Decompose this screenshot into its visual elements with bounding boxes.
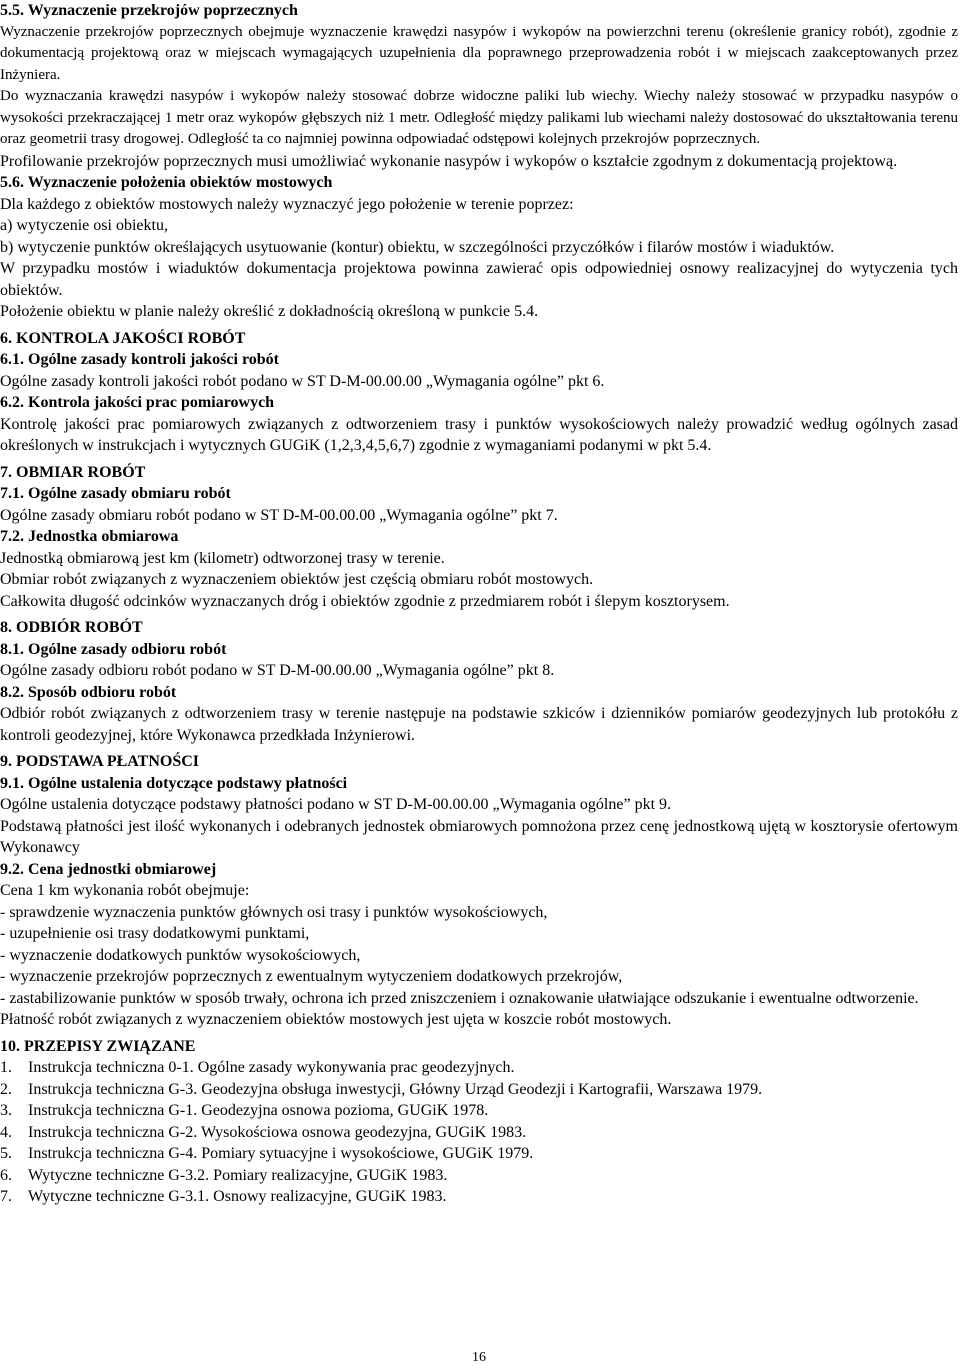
paragraph: Ogólne ustalenia dotyczące podstawy płatności podano w ST D-M-00.00.00 „Wymagania ogólne” pkt 9. xyxy=(0,796,672,813)
reference-number: 5. xyxy=(0,1145,12,1162)
reference-item xyxy=(0,1186,958,1208)
paragraph: Dla każdego z obiektów mostowych należy wyznaczyć jego położenie w terenie poprzez: xyxy=(0,195,574,213)
paragraph: Położenie obiektu w planie należy określić z dokładnością określoną w punkcie 5.4. xyxy=(0,303,539,320)
reference-text: Instrukcja techniczna G-2. Wysokościowa osnowa geodezyjna, GUGiK 1983. xyxy=(28,1123,527,1141)
section-heading-5-5: 5.5. Wyznaczenie przekrojów poprzecznych xyxy=(0,2,298,19)
reference-text: Instrukcja techniczna G-4. Pomiary sytuacyjne i wysokościowe, GUGiK 1979. xyxy=(28,1145,534,1162)
paragraph: Ogólne zasady kontroli jakości robót podano w ST D-M-00.00.00 „Wymagania ogólne” pkt 6. xyxy=(0,372,605,390)
section-heading-5-6: 5.6. Wyznaczenie położenia obiektów mostowych xyxy=(0,174,333,191)
section-heading-7-2: 7.2. Jednostka obmiarowa xyxy=(0,528,179,545)
reference-text: Wytyczne techniczne G-3.2. Pomiary realizacyjne, GUGiK 1983. xyxy=(28,1166,448,1184)
paragraph: Profilowanie przekrojów poprzecznych musi umożliwiać wykonanie nasypów i wykopów o kształcie zgodnym z dokumentacją projektową. xyxy=(0,152,898,170)
paragraph: Do wyznaczania krawędzi nasypów i wykopów należy stosować dobrze widoczne paliki lub wiechy. Wiechy należy stosować w przypadku nasypów o wysokości przekraczającej 1 metr oraz wykopów głębszych niż 1 metr. Odległość między palikami lub wiechami należy dostosować do ukształtowania terenu oraz geometrii trasy drogowej. Odległość ta co najmniej powinna odpowiadać odstępowi kolejnych przekrojów poprzecznych. xyxy=(0,88,958,147)
chapter-heading-10: 10. PRZEPISY ZWIĄZANE xyxy=(0,1037,196,1055)
paragraph: Całkowita długość odcinków wyznaczanych dróg i obiektów zgodnie z przedmiarem robót i ślepym kosztorysem. xyxy=(0,592,730,610)
reference-text: Instrukcja techniczna G-3. Geodezyjna obsługa inwestycji, Główny Urząd Geodezji i Kartografii, Warszawa 1979. xyxy=(28,1080,763,1098)
section-heading-6-2: 6.2. Kontrola jakości prac pomiarowych xyxy=(0,394,275,411)
paragraph: Ogólne zasady odbioru robót podano w ST D-M-00.00.00 „Wymagania ogólne” pkt 8. xyxy=(0,662,555,679)
paragraph: W przypadku mostów i wiaduktów dokumentacja projektowa powinna zawierać opis odpowiedniej osnowy realizacyjnej do wytyczenia tych obiektów. xyxy=(0,260,958,299)
paragraph: Cena 1 km wykonania robót obejmuje: xyxy=(0,882,250,899)
paragraph: Odbiór robót związanych z odtworzeniem trasy w terenie następuje na podstawie szkiców i dzienników pomiarów geodezyjnych lub protokółu z kontroli geodezyjnej, które Wykonawca przedkłada Inżynierowi. xyxy=(0,705,958,744)
reference-number: 6. xyxy=(0,1166,12,1184)
section-heading-6-1: 6.1. Ogólne zasady kontroli jakości robót xyxy=(0,351,279,368)
list-item: - wyznaczenie dodatkowych punktów wysokościowych, xyxy=(0,946,361,964)
reference-item xyxy=(0,1057,958,1079)
references-list xyxy=(0,1057,958,1208)
reference-number: 3. xyxy=(0,1102,12,1119)
reference-text: Instrukcja techniczna 0-1. Ogólne zasady wykonywania prac geodezyjnych. xyxy=(28,1059,515,1076)
paragraph: Obmiar robót związanych z wyznaczeniem obiektów jest częścią obmiaru robót mostowych. xyxy=(0,571,594,588)
list-item: - zastabilizowanie punktów w sposób trwały, ochrona ich przed zniszczeniem i oznakowanie ułatwiające odszukanie i ewentualne odtworzenie. xyxy=(0,989,919,1007)
reference-item xyxy=(0,1079,958,1101)
reference-item xyxy=(0,1100,958,1122)
section-heading-8-1: 8.1. Ogólne zasady odbioru robót xyxy=(0,640,227,658)
reference-text: Instrukcja techniczna G-1. Geodezyjna osnowa pozioma, GUGiK 1978. xyxy=(28,1102,489,1119)
paragraph: Kontrolę jakości prac pomiarowych związanych z odtworzeniem trasy i punktów wysokościowych należy prowadzić według ogólnych zasad określonych w instrukcjach i wytycznych GUGiK (1,2,3,4,5,6,7) zgodnie z wymaganiami podanymi w pkt 5.4. xyxy=(0,415,958,454)
reference-number: 2. xyxy=(0,1080,12,1098)
section-heading-9-1: 9.1. Ogólne ustalenia dotyczące podstawy płatności xyxy=(0,774,348,792)
paragraph: Ogólne zasady obmiaru robót podano w ST D-M-00.00.00 „Wymagania ogólne” pkt 7. xyxy=(0,506,558,524)
reference-number: 7. xyxy=(0,1188,12,1205)
page-number: 16 xyxy=(472,1350,486,1365)
paragraph: Podstawą płatności jest ilość wykonanych i odebranych jednostek obmiarowych pomnożona przez cenę jednostkową ujętą w kosztorysie ofertowym Wykonawcy xyxy=(0,817,958,856)
reference-text: Wytyczne techniczne G-3.1. Osnowy realizacyjne, GUGiK 1983. xyxy=(28,1188,447,1205)
reference-number: 1. xyxy=(0,1059,12,1076)
list-item: - sprawdzenie wyznaczenia punktów głównych osi trasy i punktów wysokościowych, xyxy=(0,903,548,921)
list-item: - uzupełnienie osi trasy dodatkowymi punktami, xyxy=(0,925,310,942)
section-heading-8-2: 8.2. Sposób odbioru robót xyxy=(0,683,177,701)
paragraph: Płatność robót związanych z wyznaczeniem obiektów mostowych jest ujęta w koszcie robót mostowych. xyxy=(0,1011,672,1028)
list-item: - wyznaczenie przekrojów poprzecznych z ewentualnym wytyczeniem dodatkowych przekrojów, xyxy=(0,968,623,985)
section-heading-7-1: 7.1. Ogólne zasady obmiaru robót xyxy=(0,485,231,502)
chapter-heading-8: 8. ODBIÓR ROBÓT xyxy=(0,619,143,636)
section-heading-9-2: 9.2. Cena jednostki obmiarowej xyxy=(0,860,217,878)
reference-number: 4. xyxy=(0,1123,12,1141)
paragraph: Jednostką obmiarową jest km (kilometr) odtworzonej trasy w terenie. xyxy=(0,549,445,567)
reference-item xyxy=(0,1143,958,1165)
reference-item xyxy=(0,1165,958,1187)
paragraph: Wyznaczenie przekrojów poprzecznych obejmuje wyznaczenie krawędzi nasypów i wykopów na powierzchni terenu (określenie granicy robót), zgodnie z dokumentacją projektową oraz w miejscach wymagających uzupełnienia dla poprawnego przeprowadzenia robót i w miejscach zaakceptowanych przez Inżyniera. xyxy=(0,23,958,83)
list-item: b) wytyczenie punktów określających usytuowanie (kontur) obiektu, w szczególności przyczółków i filarów mostów i wiaduktów. xyxy=(0,238,835,256)
chapter-heading-7: 7. OBMIAR ROBÓT xyxy=(0,463,146,481)
chapter-heading-6: 6. KONTROLA JAKOŚCI ROBÓT xyxy=(0,329,246,347)
chapter-heading-9: 9. PODSTAWA PŁATNOŚCI xyxy=(0,753,199,770)
list-item: a) wytyczenie osi obiektu, xyxy=(0,217,168,234)
reference-item xyxy=(0,1122,958,1144)
